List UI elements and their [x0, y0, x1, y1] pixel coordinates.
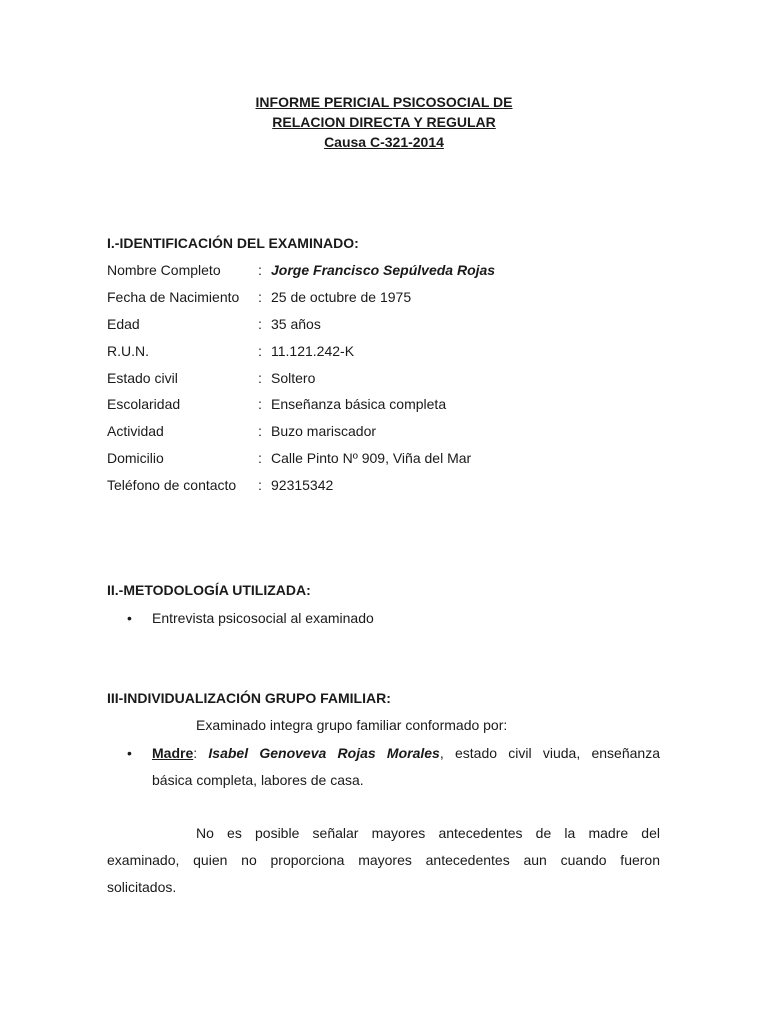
methodology-item: Entrevista psicosocial al examinado — [152, 610, 374, 626]
ident-value: 11.121.242-K — [271, 342, 355, 359]
ident-value: Soltero — [271, 369, 316, 386]
family-intro: Examinado integra grupo familiar conformado por: — [196, 717, 508, 733]
bullet-icon: • — [127, 745, 132, 761]
ident-row-edad — [107, 313, 667, 340]
ident-value: Jorge Francisco Sepúlveda Rojas — [271, 262, 496, 278]
mother-line-2: básica completa, labores de casa. — [152, 772, 364, 788]
ident-value: Calle Pinto Nº 909, Viña del Mar — [271, 450, 472, 467]
ident-label: Domicilio — [107, 450, 164, 467]
section-1-heading: I.-IDENTIFICACIÓN DEL EXAMINADO: — [107, 235, 359, 251]
ident-value: 25 de octubre de 1975 — [271, 288, 412, 305]
ident-label: Escolaridad — [107, 396, 181, 413]
mother-name: Isabel Genoveva Rojas Morales — [208, 745, 440, 761]
ident-label: Teléfono de contacto — [107, 477, 237, 494]
ident-row-estado-civil — [107, 367, 667, 394]
ident-row-run — [107, 340, 667, 367]
ident-colon: : — [258, 369, 262, 386]
ident-label: R.U.N. — [107, 342, 149, 359]
ident-label: Nombre Completo — [107, 262, 221, 278]
ident-colon: : — [258, 342, 262, 359]
paragraph-line-2: examinado, quien no proporciona mayores antecedentes aun cuando fueron — [107, 852, 660, 868]
ident-value: Buzo mariscador — [271, 423, 377, 440]
case-number: Causa C-321-2014 — [324, 134, 444, 150]
ident-row-nombre — [107, 259, 667, 286]
ident-row-domicilio — [107, 447, 667, 474]
ident-value: Enseñanza básica completa — [271, 396, 447, 413]
title-line-1: INFORME PERICIAL PSICOSOCIAL DE — [255, 94, 513, 110]
ident-colon: : — [258, 315, 262, 332]
ident-row-actividad — [107, 420, 667, 447]
ident-label: Estado civil — [107, 369, 178, 386]
ident-label: Edad — [107, 315, 140, 332]
document-title — [0, 92, 768, 152]
paragraph-line-3: solicitados. — [107, 879, 177, 895]
ident-row-telefono — [107, 474, 667, 501]
ident-label: Actividad — [107, 423, 164, 440]
mother-line-1 — [152, 740, 660, 767]
section-3-heading: III-INDIVIDUALIZACIÓN GRUPO FAMILIAR: — [107, 690, 391, 706]
ident-colon: : — [258, 423, 262, 440]
paragraph-line-1 — [107, 820, 660, 847]
ident-row-escolaridad — [107, 393, 667, 420]
mother-colon: : — [193, 745, 209, 761]
ident-label: Fecha de Nacimiento — [107, 288, 240, 305]
ident-colon: : — [258, 477, 262, 494]
ident-colon: : — [258, 450, 262, 467]
ident-value: 35 años — [271, 315, 321, 332]
identification-table — [107, 259, 667, 501]
mother-details-1: , estado civil viuda, enseñanza — [439, 745, 660, 761]
ident-colon: : — [258, 288, 262, 305]
paragraph-text-1: No es posible señalar mayores antecedentes de la madre del — [196, 825, 660, 841]
ident-value: 92315342 — [271, 477, 334, 494]
title-line-2: RELACION DIRECTA Y REGULAR — [272, 114, 496, 130]
ident-colon: : — [258, 396, 262, 413]
bullet-icon: • — [127, 610, 132, 626]
mother-label: Madre — [152, 745, 194, 761]
ident-row-fecha — [107, 286, 667, 313]
section-2-heading: II.-METODOLOGÍA UTILIZADA: — [107, 582, 311, 598]
ident-colon: : — [258, 262, 262, 278]
